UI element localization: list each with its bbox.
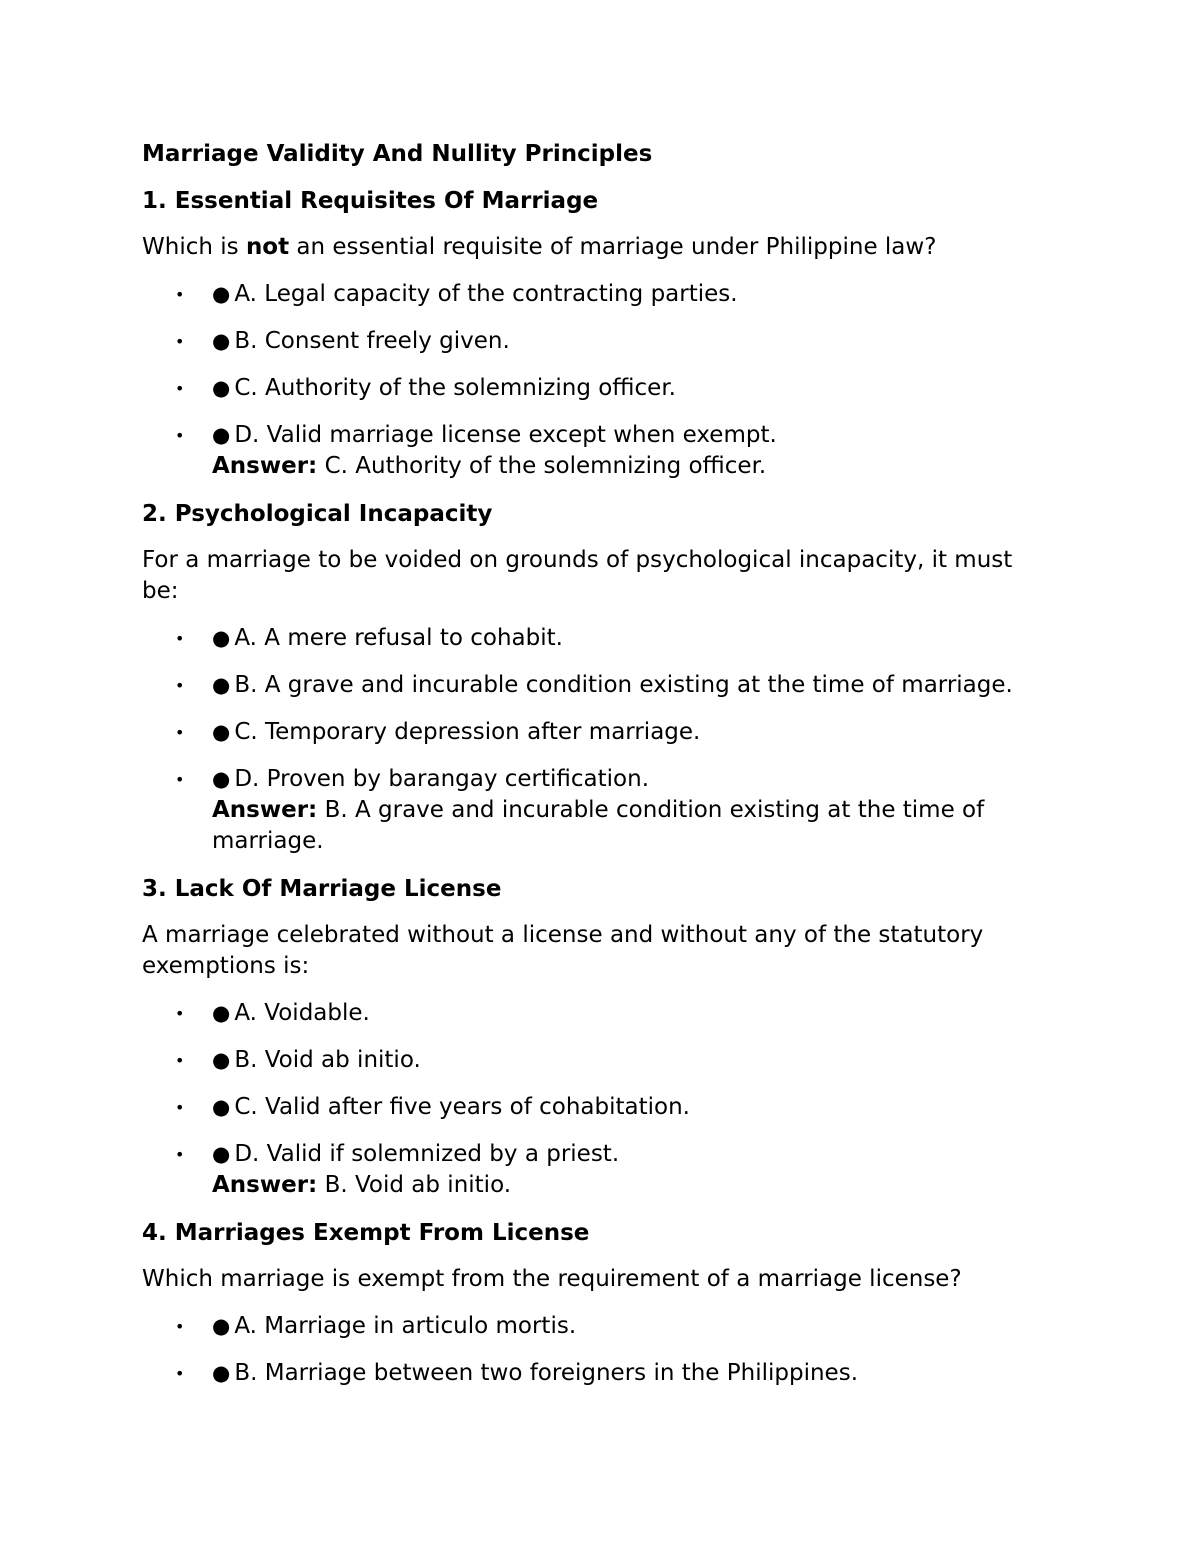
bullet-icon: • (175, 426, 185, 445)
document-page (142, 138, 1047, 1405)
disc-icon: ● (212, 1095, 231, 1119)
answer (212, 451, 1047, 482)
disc-icon: ● (212, 720, 231, 744)
option-text: A. A mere refusal to cohabit. (234, 625, 563, 651)
option-item (142, 1092, 1047, 1123)
answer-label: Answer: (212, 453, 318, 479)
option-item (142, 1045, 1047, 1076)
option-item (142, 1358, 1047, 1389)
option-list (142, 998, 1047, 1201)
disc-icon: ● (212, 329, 231, 353)
option-text: B. Consent freely given. (234, 328, 510, 354)
option-item (142, 998, 1047, 1029)
question-heading: 2. Psychological Incapacity (142, 501, 493, 527)
question-4 (142, 1217, 1047, 1389)
option-list (142, 279, 1047, 482)
disc-icon: ● (212, 767, 231, 791)
disc-icon: ● (212, 282, 231, 306)
disc-icon: ● (212, 1142, 231, 1166)
option-item (142, 420, 1047, 482)
option-text: B. A grave and incurable condition existing at the time of marriage. (234, 672, 1013, 698)
answer-label: Answer: (212, 797, 318, 823)
disc-icon: ● (212, 376, 231, 400)
option-text: A. Voidable. (234, 1000, 370, 1026)
bullet-icon: • (175, 1051, 185, 1070)
document-title: Marriage Validity And Nullity Principles (142, 141, 653, 167)
option-list (142, 1311, 1047, 1389)
option-text: D. Valid marriage license except when exempt. (234, 422, 777, 448)
option-item (142, 1311, 1047, 1342)
option-text: C. Authority of the solemnizing officer. (234, 375, 676, 401)
answer (212, 1170, 1047, 1201)
disc-icon: ● (212, 1314, 231, 1338)
question-heading: 3. Lack Of Marriage License (142, 876, 502, 902)
question-prompt: For a marriage to be voided on grounds of psychological incapacity, it must be: (142, 547, 1013, 604)
option-item (142, 1139, 1047, 1201)
bullet-icon: • (175, 332, 185, 351)
question-3 (142, 873, 1047, 1201)
option-text: D. Proven by barangay certification. (234, 766, 650, 792)
question-heading: 1. Essential Requisites Of Marriage (142, 188, 599, 214)
bullet-icon: • (175, 379, 185, 398)
disc-icon: ● (212, 1361, 231, 1385)
answer-text: C. Authority of the solemnizing officer. (317, 453, 767, 479)
option-text: D. Valid if solemnized by a priest. (234, 1141, 620, 1167)
option-text: B. Void ab initio. (234, 1047, 421, 1073)
option-text: A. Marriage in articulo mortis. (234, 1313, 577, 1339)
disc-icon: ● (212, 673, 231, 697)
answer-label: Answer: (212, 1172, 318, 1198)
option-item (142, 764, 1047, 857)
question-1 (142, 185, 1047, 482)
option-item (142, 326, 1047, 357)
bullet-icon: • (175, 1317, 185, 1336)
answer (212, 795, 1047, 857)
option-text: C. Temporary depression after marriage. (234, 719, 701, 745)
bullet-icon: • (175, 1145, 185, 1164)
disc-icon: ● (212, 1048, 231, 1072)
option-text: A. Legal capacity of the contracting parties. (234, 281, 738, 307)
answer-text: B. Void ab initio. (317, 1172, 512, 1198)
disc-icon: ● (212, 626, 231, 650)
question-2 (142, 498, 1047, 857)
bullet-icon: • (175, 1364, 185, 1383)
bullet-icon: • (175, 770, 185, 789)
option-text: C. Valid after five years of cohabitation. (234, 1094, 690, 1120)
option-list (142, 623, 1047, 857)
disc-icon: ● (212, 423, 231, 447)
disc-icon: ● (212, 1001, 231, 1025)
bullet-icon: • (175, 285, 185, 304)
answer-text: B. A grave and incurable condition existing at the time of marriage. (212, 797, 985, 854)
option-item (142, 623, 1047, 654)
question-prompt: Which marriage is exempt from the requirement of a marriage license? (142, 1266, 962, 1292)
option-item (142, 373, 1047, 404)
option-item (142, 670, 1047, 701)
question-prompt: A marriage celebrated without a license and without any of the statutory exemptions is: (142, 922, 984, 979)
bullet-icon: • (175, 1004, 185, 1023)
bullet-icon: • (175, 676, 185, 695)
option-item (142, 717, 1047, 748)
bullet-icon: • (175, 723, 185, 742)
bullet-icon: • (175, 629, 185, 648)
option-text: B. Marriage between two foreigners in the Philippines. (234, 1360, 859, 1386)
option-item (142, 279, 1047, 310)
emphasis-not: not (245, 234, 290, 260)
question-heading: 4. Marriages Exempt From License (142, 1220, 590, 1246)
bullet-icon: • (175, 1098, 185, 1117)
question-prompt: Which is not an essential requisite of marriage under Philippine law? (142, 234, 937, 260)
